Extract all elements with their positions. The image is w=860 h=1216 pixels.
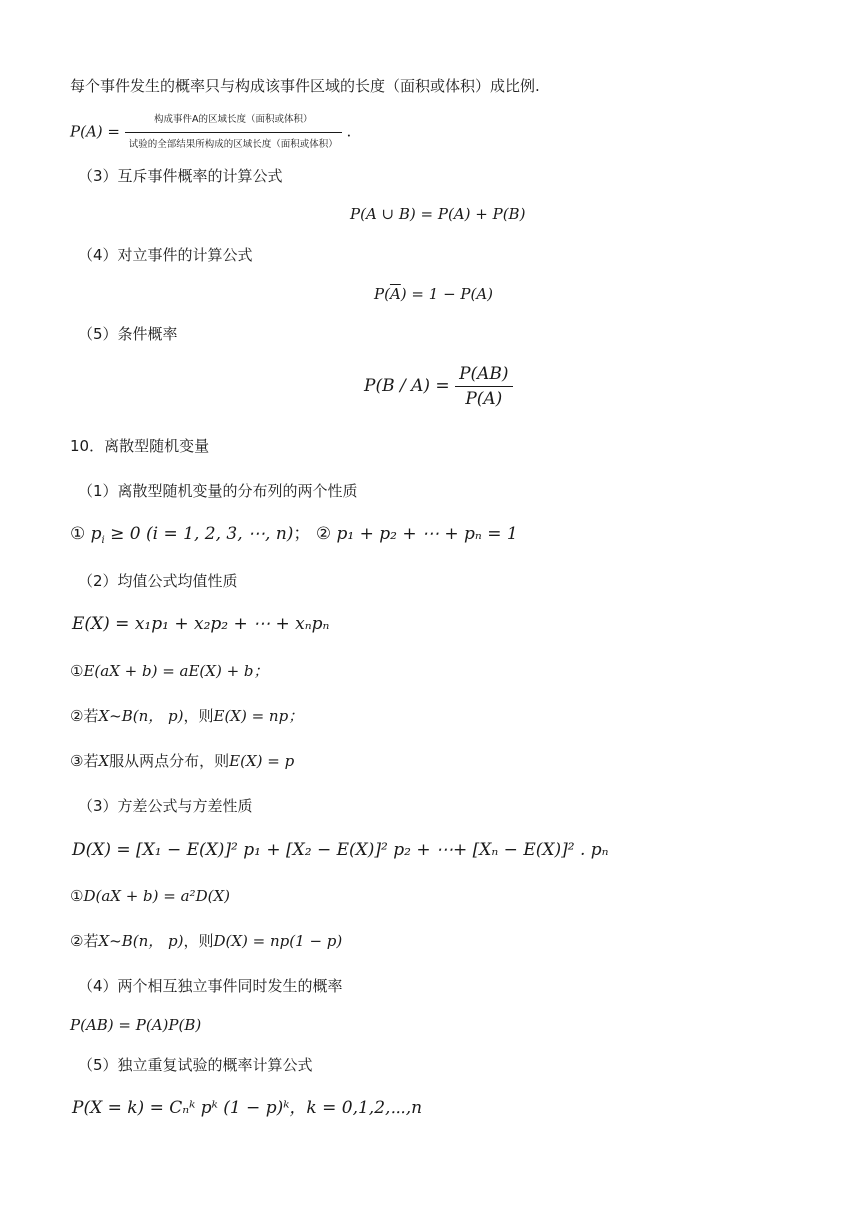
connector: ，则 — [183, 707, 214, 725]
geo-lhs: P(A) = — [70, 122, 120, 141]
property-text: D(aX + b) = a²D(X) — [83, 887, 230, 905]
geo-numerator: 构成事件A的区域长度（面积或体积） — [125, 110, 342, 133]
cond-prob-numerator: P(AB) — [455, 364, 512, 387]
variance-property-2 — [70, 931, 342, 951]
marker: ② — [70, 932, 84, 950]
sub-5-title: （5）独立重复试验的概率计算公式 — [78, 1056, 313, 1074]
cond-prob-denominator: P(A) — [465, 389, 503, 409]
variance-property-1 — [70, 886, 230, 906]
sub-2-title: （2）均值公式均值性质 — [78, 572, 238, 590]
connector: ，则 — [183, 932, 214, 950]
sec4-rest: ) = 1 − P(A) — [400, 285, 494, 303]
sub-1-title: （1）离散型随机变量的分布列的两个性质 — [78, 482, 358, 500]
expectation-property-3 — [70, 751, 294, 771]
prefix: 若 — [83, 932, 99, 950]
geometric-probability-formula — [70, 110, 351, 155]
section-3-title: （3）互斥事件概率的计算公式 — [78, 167, 283, 185]
geo-fraction — [125, 110, 342, 155]
cond-prob-fraction — [455, 364, 512, 409]
intro-text: 每个事件发生的概率只与构成该事件区域的长度（面积或体积）成比例. — [70, 77, 540, 95]
marker: ① — [70, 887, 84, 905]
section-5-formula — [364, 364, 513, 409]
sub-3-title: （3）方差公式与方差性质 — [78, 797, 253, 815]
separator: ； — [293, 524, 311, 544]
p-symbol: p — [90, 524, 102, 544]
nonneg-condition: ≥ 0 (i = 1, 2, 3, ⋯, n) — [104, 524, 294, 544]
binomial-text: X~B(n， p) — [98, 932, 184, 950]
expectation-property-1 — [70, 661, 269, 681]
result-text: E(X) = np； — [213, 707, 304, 725]
circle-1-marker: ① — [70, 524, 86, 544]
section-4-formula — [374, 284, 493, 304]
section-5-title: （5）条件概率 — [78, 325, 178, 343]
expectation-formula: E(X) = x₁p₁ + x₂p₂ + ⋯ + xₙpₙ — [72, 614, 330, 634]
cond-prob-lhs: P(B / A) = — [364, 376, 450, 396]
sec4-p: P( — [374, 285, 390, 303]
binomial-probability-formula: P(X = k) = Cₙᵏ pᵏ (1 − p)ᵏ，k = 0,1,2,⋯,n — [72, 1098, 423, 1118]
marker: ③ — [70, 752, 84, 770]
marker: ① — [70, 662, 84, 680]
property-text: E(aX + b) = aE(X) + b； — [83, 662, 269, 680]
i-subscript: i — [101, 535, 105, 546]
geo-denominator: 试验的全部结果所构成的区域长度（面积或体积） — [128, 139, 338, 150]
variance-formula: D(X) = [X₁ − E(X)]² p₁ + [X₂ − E(X)]² p₂ + ⋯+ [Xₙ − E(X)]² . pₙ — [72, 840, 609, 860]
geo-tail: . — [346, 122, 352, 141]
sum-equals-one: p₁ + p₂ + ⋯ + pₙ = 1 — [336, 524, 518, 544]
marker: ② — [70, 707, 84, 725]
sub-4-title: （4）两个相互独立事件同时发生的概率 — [78, 977, 343, 995]
independent-events-formula: P(AB) = P(A)P(B) — [70, 1016, 202, 1034]
expectation-property-2 — [70, 706, 303, 726]
variable-x: X — [98, 752, 110, 770]
result-text: E(X) = p — [229, 752, 295, 770]
heading-10: 10．离散型随机变量 — [70, 437, 210, 455]
result-text: D(X) = np(1 − p) — [213, 932, 343, 950]
prefix: 若 — [83, 707, 99, 725]
sec4-complement-a: $\overline{A}$ — [389, 285, 401, 303]
binomial-text: X~B(n， p) — [98, 707, 184, 725]
sub-1-formula — [70, 524, 518, 551]
section-4-title: （4）对立事件的计算公式 — [78, 246, 253, 264]
section-3-formula: P(A ∪ B) = P(A) + P(B) — [350, 205, 526, 223]
connector: 服从两点分布，则 — [109, 752, 230, 770]
prefix: 若 — [83, 752, 99, 770]
circle-2-marker: ② — [315, 524, 332, 544]
